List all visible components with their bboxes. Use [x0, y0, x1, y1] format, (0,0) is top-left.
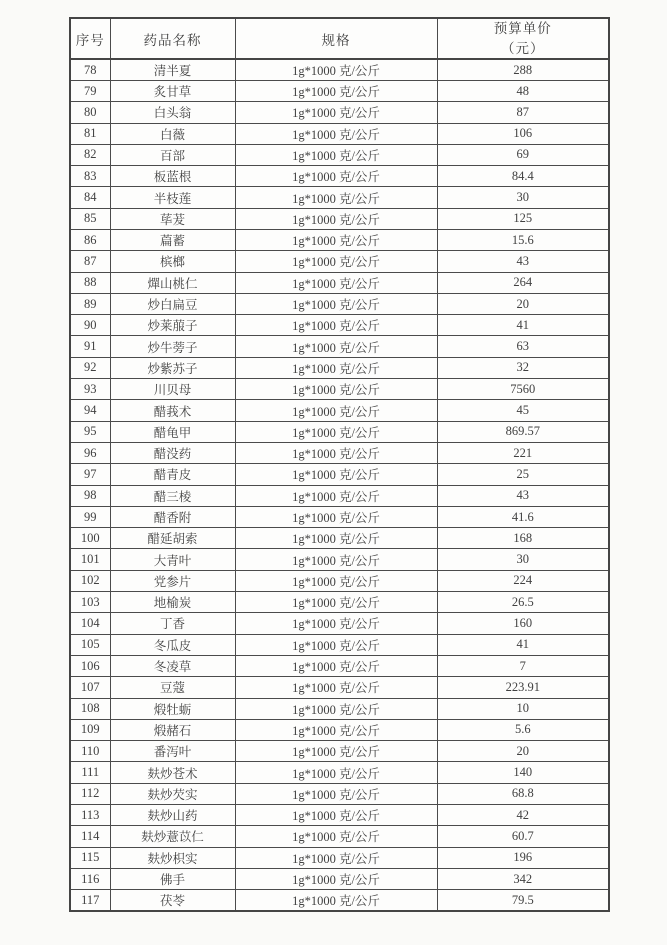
spec-cell: 1g*1000 克/公斤: [235, 208, 437, 229]
row-index-cell: 92: [70, 357, 110, 378]
row-index-cell: 110: [70, 741, 110, 762]
table-row: [70, 144, 609, 165]
drug-name-cell: 清半夏: [110, 59, 235, 80]
row-index-cell: 79: [70, 80, 110, 101]
price-cell: 869.57: [437, 421, 609, 442]
row-index-cell: 108: [70, 698, 110, 719]
drug-name-cell: 番泻叶: [110, 741, 235, 762]
spec-cell: 1g*1000 克/公斤: [235, 421, 437, 442]
row-index-cell: 83: [70, 166, 110, 187]
table-row: [70, 272, 609, 293]
table-row: [70, 166, 609, 187]
price-cell: 5.6: [437, 719, 609, 740]
row-index-cell: 101: [70, 549, 110, 570]
header-row: [70, 18, 609, 59]
drug-name-cell: 萹蓄: [110, 230, 235, 251]
spec-cell: 1g*1000 克/公斤: [235, 805, 437, 826]
spec-cell: 1g*1000 克/公斤: [235, 741, 437, 762]
table-row: [70, 379, 609, 400]
drug-name-cell: 白薇: [110, 123, 235, 144]
price-cell: 41: [437, 634, 609, 655]
row-index-cell: 112: [70, 783, 110, 804]
price-cell: 342: [437, 868, 609, 889]
table-row: [70, 59, 609, 80]
table-row: [70, 357, 609, 378]
row-index-cell: 88: [70, 272, 110, 293]
spec-cell: 1g*1000 克/公斤: [235, 762, 437, 783]
drug-name-cell: 麸炒芡实: [110, 783, 235, 804]
drug-name-cell: 煅牡蛎: [110, 698, 235, 719]
row-index-cell: 95: [70, 421, 110, 442]
table-row: [70, 890, 609, 911]
row-index-cell: 80: [70, 102, 110, 123]
table-row: [70, 293, 609, 314]
row-index-cell: 100: [70, 528, 110, 549]
drug-name-cell: 豆蔻: [110, 677, 235, 698]
spec-cell: 1g*1000 克/公斤: [235, 187, 437, 208]
price-cell: 224: [437, 570, 609, 591]
price-cell: 160: [437, 613, 609, 634]
price-cell: 223.91: [437, 677, 609, 698]
row-index-cell: 85: [70, 208, 110, 229]
drug-name-cell: 荜茇: [110, 208, 235, 229]
row-index-cell: 102: [70, 570, 110, 591]
spec-cell: 1g*1000 克/公斤: [235, 506, 437, 527]
spec-cell: 1g*1000 克/公斤: [235, 485, 437, 506]
price-header-line2: （元）: [501, 40, 545, 56]
row-index-cell: 94: [70, 400, 110, 421]
price-cell: 10: [437, 698, 609, 719]
spec-cell: 1g*1000 克/公斤: [235, 570, 437, 591]
table-row: [70, 570, 609, 591]
price-cell: 87: [437, 102, 609, 123]
table-row: [70, 251, 609, 272]
table-row: [70, 123, 609, 144]
table-row: [70, 528, 609, 549]
price-cell: 43: [437, 251, 609, 272]
price-cell: 288: [437, 59, 609, 80]
drug-name-cell: 醋三棱: [110, 485, 235, 506]
spec-cell: 1g*1000 克/公斤: [235, 442, 437, 463]
price-cell: 45: [437, 400, 609, 421]
table-row: [70, 336, 609, 357]
drug-name-cell: 板蓝根: [110, 166, 235, 187]
drug-name-cell: 茯苓: [110, 890, 235, 911]
row-index-cell: 116: [70, 868, 110, 889]
spec-cell: 1g*1000 克/公斤: [235, 230, 437, 251]
row-index-cell: 99: [70, 506, 110, 527]
price-cell: 48: [437, 80, 609, 101]
drug-name-cell: 醋香附: [110, 506, 235, 527]
spec-cell: 1g*1000 克/公斤: [235, 464, 437, 485]
row-index-cell: 78: [70, 59, 110, 80]
price-cell: 41: [437, 315, 609, 336]
table-row: [70, 847, 609, 868]
price-cell: 125: [437, 208, 609, 229]
drug-name-cell: 炒牛蒡子: [110, 336, 235, 357]
table-row: [70, 783, 609, 804]
spec-cell: 1g*1000 克/公斤: [235, 528, 437, 549]
drug-name-cell: 麸炒苍术: [110, 762, 235, 783]
spec-cell: 1g*1000 克/公斤: [235, 102, 437, 123]
spec-cell: 1g*1000 克/公斤: [235, 847, 437, 868]
price-cell: 106: [437, 123, 609, 144]
price-cell: 7560: [437, 379, 609, 400]
spec-cell: 1g*1000 克/公斤: [235, 272, 437, 293]
drug-name-cell: 川贝母: [110, 379, 235, 400]
col-header-drug-name: 药品名称: [110, 18, 235, 59]
table-row: [70, 592, 609, 613]
row-index-cell: 96: [70, 442, 110, 463]
table-header: [70, 18, 609, 59]
drug-name-cell: 冬凌草: [110, 655, 235, 676]
table-row: [70, 464, 609, 485]
drug-name-cell: 炒莱菔子: [110, 315, 235, 336]
drug-name-cell: 醋龟甲: [110, 421, 235, 442]
drug-name-cell: 炒紫苏子: [110, 357, 235, 378]
table-row: [70, 613, 609, 634]
price-cell: 30: [437, 187, 609, 208]
row-index-cell: 114: [70, 826, 110, 847]
price-cell: 43: [437, 485, 609, 506]
col-header-price: [437, 18, 609, 59]
price-cell: 69: [437, 144, 609, 165]
price-cell: 32: [437, 357, 609, 378]
drug-name-cell: 党参片: [110, 570, 235, 591]
price-cell: 84.4: [437, 166, 609, 187]
row-index-cell: 115: [70, 847, 110, 868]
spec-cell: 1g*1000 克/公斤: [235, 783, 437, 804]
drug-name-cell: 燀山桃仁: [110, 272, 235, 293]
price-cell: 196: [437, 847, 609, 868]
price-header-line1: 预算单价: [493, 21, 552, 36]
price-cell: 140: [437, 762, 609, 783]
spec-cell: 1g*1000 克/公斤: [235, 826, 437, 847]
price-cell: 41.6: [437, 506, 609, 527]
table-row: [70, 826, 609, 847]
drug-name-cell: 麸炒山药: [110, 805, 235, 826]
drug-price-table: [69, 17, 610, 912]
price-cell: 15.6: [437, 230, 609, 251]
drug-name-cell: 炒白扁豆: [110, 293, 235, 314]
row-index-cell: 111: [70, 762, 110, 783]
table-row: [70, 187, 609, 208]
drug-name-cell: 白头翁: [110, 102, 235, 123]
col-header-index: 序号: [70, 18, 110, 59]
table-row: [70, 102, 609, 123]
spec-cell: 1g*1000 克/公斤: [235, 719, 437, 740]
price-cell: 264: [437, 272, 609, 293]
price-cell: 60.7: [437, 826, 609, 847]
table-row: [70, 442, 609, 463]
row-index-cell: 107: [70, 677, 110, 698]
row-index-cell: 81: [70, 123, 110, 144]
spec-cell: 1g*1000 克/公斤: [235, 166, 437, 187]
table-row: [70, 634, 609, 655]
price-cell: 7: [437, 655, 609, 676]
drug-name-cell: 大青叶: [110, 549, 235, 570]
row-index-cell: 82: [70, 144, 110, 165]
spec-cell: 1g*1000 克/公斤: [235, 613, 437, 634]
row-index-cell: 103: [70, 592, 110, 613]
table-row: [70, 698, 609, 719]
drug-name-cell: 地榆炭: [110, 592, 235, 613]
table-row: [70, 741, 609, 762]
drug-name-cell: 醋青皮: [110, 464, 235, 485]
spec-cell: 1g*1000 克/公斤: [235, 336, 437, 357]
price-cell: 25: [437, 464, 609, 485]
spec-cell: 1g*1000 克/公斤: [235, 144, 437, 165]
spec-cell: 1g*1000 克/公斤: [235, 549, 437, 570]
price-cell: 221: [437, 442, 609, 463]
spec-cell: 1g*1000 克/公斤: [235, 315, 437, 336]
drug-name-cell: 醋延胡索: [110, 528, 235, 549]
table-row: [70, 80, 609, 101]
row-index-cell: 93: [70, 379, 110, 400]
drug-name-cell: 麸炒薏苡仁: [110, 826, 235, 847]
spec-cell: 1g*1000 克/公斤: [235, 592, 437, 613]
spec-cell: 1g*1000 克/公斤: [235, 80, 437, 101]
row-index-cell: 97: [70, 464, 110, 485]
row-index-cell: 105: [70, 634, 110, 655]
row-index-cell: 90: [70, 315, 110, 336]
table-row: [70, 230, 609, 251]
table-body: [70, 59, 609, 911]
spec-cell: 1g*1000 克/公斤: [235, 293, 437, 314]
table-row: [70, 506, 609, 527]
drug-name-cell: 冬瓜皮: [110, 634, 235, 655]
table-row: [70, 549, 609, 570]
drug-name-cell: 半枝莲: [110, 187, 235, 208]
table-row: [70, 719, 609, 740]
price-cell: 30: [437, 549, 609, 570]
spec-cell: 1g*1000 克/公斤: [235, 890, 437, 911]
drug-name-cell: 麸炒枳实: [110, 847, 235, 868]
row-index-cell: 86: [70, 230, 110, 251]
price-cell: 68.8: [437, 783, 609, 804]
table-row: [70, 315, 609, 336]
spec-cell: 1g*1000 克/公斤: [235, 59, 437, 80]
row-index-cell: 109: [70, 719, 110, 740]
spec-cell: 1g*1000 克/公斤: [235, 251, 437, 272]
price-cell: 26.5: [437, 592, 609, 613]
spec-cell: 1g*1000 克/公斤: [235, 677, 437, 698]
table-row: [70, 655, 609, 676]
table-row: [70, 400, 609, 421]
drug-name-cell: 炙甘草: [110, 80, 235, 101]
price-cell: 20: [437, 741, 609, 762]
row-index-cell: 106: [70, 655, 110, 676]
table-row: [70, 868, 609, 889]
price-cell: 42: [437, 805, 609, 826]
table-row: [70, 485, 609, 506]
price-cell: 79.5: [437, 890, 609, 911]
price-cell: 20: [437, 293, 609, 314]
row-index-cell: 113: [70, 805, 110, 826]
drug-name-cell: 煅赭石: [110, 719, 235, 740]
col-header-spec: 规格: [235, 18, 437, 59]
spec-cell: 1g*1000 克/公斤: [235, 357, 437, 378]
drug-name-cell: 醋没药: [110, 442, 235, 463]
spec-cell: 1g*1000 克/公斤: [235, 634, 437, 655]
table-row: [70, 208, 609, 229]
spec-cell: 1g*1000 克/公斤: [235, 123, 437, 144]
spec-cell: 1g*1000 克/公斤: [235, 379, 437, 400]
spec-cell: 1g*1000 克/公斤: [235, 655, 437, 676]
table-row: [70, 805, 609, 826]
row-index-cell: 84: [70, 187, 110, 208]
drug-name-cell: 醋莪术: [110, 400, 235, 421]
price-cell: 168: [437, 528, 609, 549]
drug-name-cell: 槟榔: [110, 251, 235, 272]
row-index-cell: 104: [70, 613, 110, 634]
drug-name-cell: 百部: [110, 144, 235, 165]
drug-name-cell: 丁香: [110, 613, 235, 634]
table-row: [70, 762, 609, 783]
drug-name-cell: 佛手: [110, 868, 235, 889]
spec-cell: 1g*1000 克/公斤: [235, 400, 437, 421]
spec-cell: 1g*1000 克/公斤: [235, 868, 437, 889]
row-index-cell: 87: [70, 251, 110, 272]
row-index-cell: 89: [70, 293, 110, 314]
row-index-cell: 91: [70, 336, 110, 357]
price-cell: 63: [437, 336, 609, 357]
spec-cell: 1g*1000 克/公斤: [235, 698, 437, 719]
row-index-cell: 117: [70, 890, 110, 911]
table-row: [70, 421, 609, 442]
row-index-cell: 98: [70, 485, 110, 506]
table-row: [70, 677, 609, 698]
